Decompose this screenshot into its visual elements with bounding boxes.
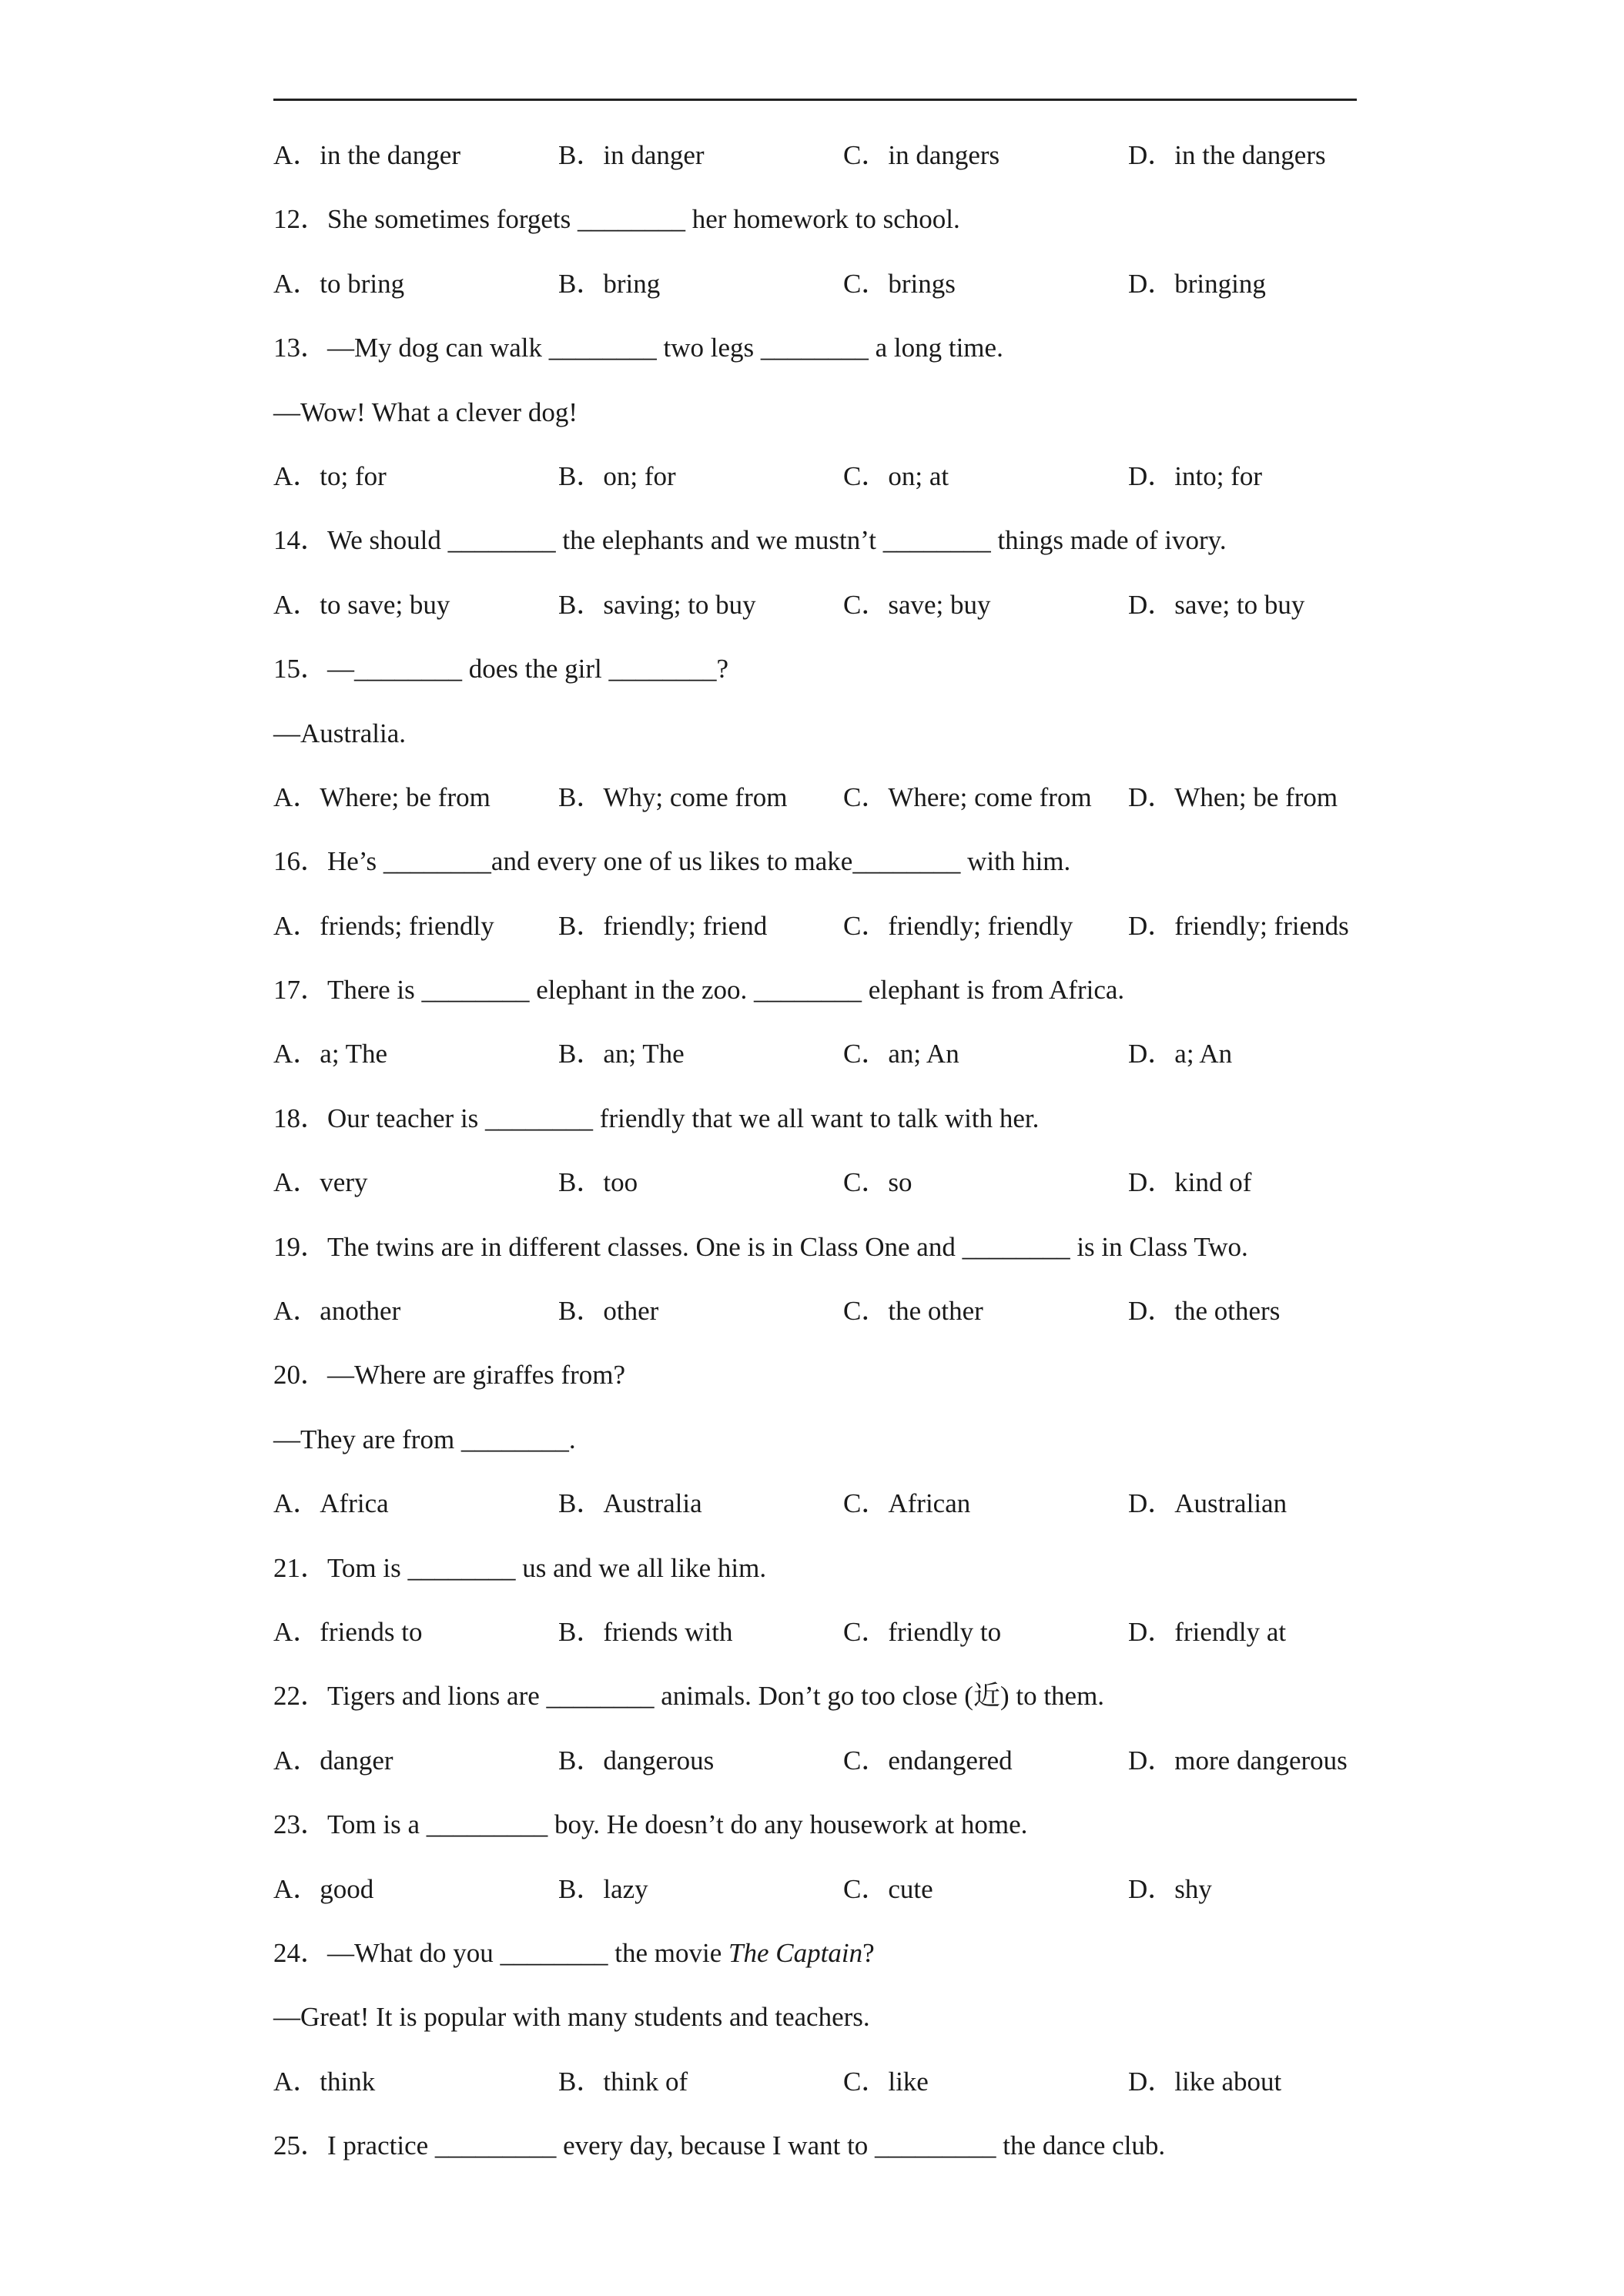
option-text: friends to xyxy=(320,1616,423,1647)
answer-option xyxy=(273,2059,558,2123)
option-text: cute xyxy=(888,1873,933,1904)
answer-option xyxy=(558,1609,843,1673)
answer-option xyxy=(273,1288,558,1352)
option-letter: D． xyxy=(1128,1167,1175,1198)
answer-option xyxy=(273,261,558,325)
option-letter: B． xyxy=(558,1167,604,1198)
option-text: a; An xyxy=(1174,1039,1233,1069)
option-text: Australia xyxy=(603,1488,702,1519)
option-letter: B． xyxy=(558,140,604,170)
answer-options xyxy=(273,454,1367,517)
option-text: to save; buy xyxy=(320,589,450,620)
option-text: the others xyxy=(1174,1296,1281,1327)
answer-option xyxy=(558,454,843,517)
option-letter: D． xyxy=(1128,910,1175,941)
answer-options xyxy=(273,903,1367,967)
answer-option xyxy=(1128,775,1359,838)
option-text: endangered xyxy=(888,1745,1013,1776)
option-text: shy xyxy=(1174,1873,1212,1904)
option-letter: C． xyxy=(843,140,889,170)
option-letter: A． xyxy=(273,1873,320,1904)
option-letter: D． xyxy=(1128,268,1175,299)
option-letter: A． xyxy=(273,1167,320,1198)
option-letter: A． xyxy=(273,782,320,812)
option-letter: A． xyxy=(273,268,320,299)
option-letter: D． xyxy=(1128,1488,1175,1519)
answer-options xyxy=(273,2059,1367,2123)
option-text: save; buy xyxy=(888,589,991,620)
answer-options xyxy=(273,1609,1367,1673)
option-text: in dangers xyxy=(888,140,1000,170)
question-line: 17．There is ________ elephant in the zoo. ________ elephant is from Africa. xyxy=(273,975,1125,1006)
option-letter: C． xyxy=(843,1745,889,1776)
option-letter: A． xyxy=(273,1616,320,1647)
answer-option xyxy=(1128,132,1359,196)
answer-options xyxy=(273,582,1367,646)
answer-option xyxy=(273,1481,558,1545)
answer-options xyxy=(273,1160,1367,1223)
answer-option xyxy=(1128,903,1359,967)
option-letter: A． xyxy=(273,140,320,170)
option-letter: C． xyxy=(843,589,889,620)
option-letter: B． xyxy=(558,782,604,812)
answer-option xyxy=(558,1031,843,1095)
answer-option xyxy=(843,903,1128,967)
option-text: think of xyxy=(603,2066,688,2097)
answer-option xyxy=(1128,1481,1359,1545)
answer-option xyxy=(558,132,843,196)
option-text: saving; to buy xyxy=(603,589,756,620)
option-text: so xyxy=(888,1167,912,1198)
option-text: kind of xyxy=(1174,1167,1252,1198)
option-text: in danger xyxy=(603,140,705,170)
question-line xyxy=(273,1930,1367,1994)
question-line: —Australia. xyxy=(273,718,407,748)
answer-option xyxy=(273,1031,558,1095)
option-text: the other xyxy=(888,1296,983,1327)
option-letter: D． xyxy=(1128,589,1175,620)
answer-option xyxy=(1128,1288,1359,1352)
answer-option xyxy=(558,261,843,325)
question-line: 12．She sometimes forgets ________ her homework to school. xyxy=(273,204,960,235)
option-letter: C． xyxy=(843,460,889,491)
option-text: friendly at xyxy=(1174,1616,1287,1647)
answer-option xyxy=(1128,1738,1359,1802)
question-line: —Great! It is popular with many students and teachers. xyxy=(273,2002,870,2033)
option-text: in the dangers xyxy=(1174,140,1326,170)
answer-option xyxy=(273,1160,558,1223)
question-line: —Wow! What a clever dog! xyxy=(273,397,578,427)
answer-option xyxy=(558,1160,843,1223)
option-text: friends with xyxy=(603,1616,733,1647)
option-text: an; The xyxy=(603,1039,685,1069)
answer-option xyxy=(843,261,1128,325)
answer-option xyxy=(558,1738,843,1802)
option-text: to bring xyxy=(320,268,405,299)
option-text: Australian xyxy=(1174,1488,1287,1519)
option-letter: A． xyxy=(273,460,320,491)
option-letter: B． xyxy=(558,1616,604,1647)
answer-options xyxy=(273,1738,1367,1802)
question-line: 13．—My dog can walk ________ two legs ________ a long time. xyxy=(273,333,1003,363)
option-letter: C． xyxy=(843,1616,889,1647)
option-letter: D． xyxy=(1128,460,1175,491)
option-text: think xyxy=(320,2066,376,2097)
answer-option xyxy=(558,775,843,838)
question-line: —They are from ________. xyxy=(273,1424,576,1454)
answer-option xyxy=(843,1160,1128,1223)
question-text: ? xyxy=(862,1937,875,1968)
answer-option xyxy=(1128,261,1359,325)
answer-option xyxy=(843,1609,1128,1673)
answer-option xyxy=(1128,2059,1359,2123)
answer-option xyxy=(273,775,558,838)
option-letter: A． xyxy=(273,1296,320,1327)
answer-option xyxy=(1128,1866,1359,1930)
answer-option xyxy=(273,582,558,646)
option-letter: A． xyxy=(273,1488,320,1519)
question-line: 20．—Where are giraffes from? xyxy=(273,1360,626,1391)
answer-option xyxy=(843,775,1128,838)
question-line: 25．I practice _________ every day, because I want to _________ the dance club. xyxy=(273,2130,1166,2161)
movie-title: The Captain xyxy=(728,1937,863,1968)
option-letter: C． xyxy=(843,268,889,299)
option-text: a; The xyxy=(320,1039,388,1069)
option-letter: C． xyxy=(843,782,889,812)
option-text: friendly; friends xyxy=(1174,910,1349,941)
option-letter: D． xyxy=(1128,1616,1175,1647)
option-text: in the danger xyxy=(320,140,460,170)
question-line: 19．The twins are in different classes. One is in Class One and ________ is in Class Two. xyxy=(273,1231,1248,1262)
option-text: into; for xyxy=(1174,460,1263,491)
option-text: friendly to xyxy=(888,1616,1002,1647)
question-line: 18．Our teacher is ________ friendly that we all want to talk with her. xyxy=(273,1103,1040,1133)
question-line: 21．Tom is ________ us and we all like him. xyxy=(273,1552,767,1583)
option-letter: C． xyxy=(843,910,889,941)
question-line: 22．Tigers and lions are ________ animals. Don’t go too close (近) to them. xyxy=(273,1681,1105,1712)
option-text: other xyxy=(603,1296,659,1327)
option-text: Where; be from xyxy=(320,782,491,812)
option-text: African xyxy=(888,1488,971,1519)
option-letter: B． xyxy=(558,2066,604,2097)
option-text: very xyxy=(320,1167,368,1198)
option-letter: B． xyxy=(558,268,604,299)
answer-option xyxy=(1128,1609,1359,1673)
option-text: on; for xyxy=(603,460,676,491)
option-text: dangerous xyxy=(603,1745,715,1776)
worksheet-content xyxy=(273,132,1367,2187)
option-text: good xyxy=(320,1873,374,1904)
answer-option xyxy=(843,2059,1128,2123)
option-text: friendly; friendly xyxy=(888,910,1073,941)
option-text: brings xyxy=(888,268,956,299)
option-letter: B． xyxy=(558,1745,604,1776)
answer-option xyxy=(558,1481,843,1545)
option-letter: C． xyxy=(843,2066,889,2097)
answer-options xyxy=(273,775,1367,838)
option-text: friendly; friend xyxy=(603,910,768,941)
option-letter: D． xyxy=(1128,2066,1175,2097)
option-text: bring xyxy=(603,268,661,299)
answer-option xyxy=(558,903,843,967)
question-line: 14．We should ________ the elephants and we mustn’t ________ things made of ivory. xyxy=(273,525,1227,556)
option-letter: C． xyxy=(843,1167,889,1198)
option-letter: B． xyxy=(558,1488,604,1519)
option-letter: B． xyxy=(558,460,604,491)
option-text: When; be from xyxy=(1174,782,1338,812)
answer-options xyxy=(273,261,1367,325)
answer-option xyxy=(273,454,558,517)
option-text: like xyxy=(888,2066,929,2097)
answer-option xyxy=(273,903,558,967)
answer-option xyxy=(558,582,843,646)
question-line: 15．—________ does the girl ________? xyxy=(273,654,729,684)
answer-option xyxy=(843,1481,1128,1545)
question-text: 24．—What do you ________ the movie xyxy=(273,1937,729,1968)
option-letter: B． xyxy=(558,1873,604,1904)
option-letter: C． xyxy=(843,1039,889,1069)
answer-option xyxy=(843,582,1128,646)
option-letter: A． xyxy=(273,2066,320,2097)
option-letter: B． xyxy=(558,1296,604,1327)
option-text: save; to buy xyxy=(1174,589,1305,620)
option-text: Africa xyxy=(320,1488,389,1519)
option-text: another xyxy=(320,1296,401,1327)
option-letter: D． xyxy=(1128,1873,1175,1904)
answer-option xyxy=(273,1866,558,1930)
answer-option xyxy=(558,2059,843,2123)
answer-options xyxy=(273,1288,1367,1352)
answer-option xyxy=(558,1866,843,1930)
option-text: an; An xyxy=(888,1039,959,1069)
option-letter: A． xyxy=(273,589,320,620)
answer-option xyxy=(843,132,1128,196)
question-line: 16．He’s ________and every one of us likes to make________ with him. xyxy=(273,846,1071,877)
option-text: friends; friendly xyxy=(320,910,494,941)
answer-option xyxy=(843,454,1128,517)
answer-option xyxy=(1128,1031,1359,1095)
option-text: to; for xyxy=(320,460,387,491)
answer-option xyxy=(273,132,558,196)
option-text: danger xyxy=(320,1745,393,1776)
option-text: Why; come from xyxy=(603,782,788,812)
option-letter: B． xyxy=(558,1039,604,1069)
answer-option xyxy=(273,1609,558,1673)
option-letter: C． xyxy=(843,1488,889,1519)
answer-option xyxy=(273,1738,558,1802)
option-letter: D． xyxy=(1128,1039,1175,1069)
option-letter: A． xyxy=(273,910,320,941)
option-text: Where; come from xyxy=(888,782,1092,812)
option-letter: A． xyxy=(273,1745,320,1776)
option-letter: C． xyxy=(843,1873,889,1904)
answer-option xyxy=(843,1866,1128,1930)
answer-options xyxy=(273,132,1367,196)
option-letter: D． xyxy=(1128,782,1175,812)
option-text: more dangerous xyxy=(1174,1745,1348,1776)
answer-option xyxy=(843,1031,1128,1095)
answer-options xyxy=(273,1481,1367,1545)
question-line: 23．Tom is a _________ boy. He doesn’t do any housework at home. xyxy=(273,1809,1028,1840)
answer-option xyxy=(1128,454,1359,517)
option-text: bringing xyxy=(1174,268,1266,299)
option-letter: D． xyxy=(1128,1745,1175,1776)
option-text: too xyxy=(603,1167,638,1198)
option-text: lazy xyxy=(603,1873,648,1904)
answer-option xyxy=(1128,582,1359,646)
answer-option xyxy=(1128,1160,1359,1223)
option-letter: D． xyxy=(1128,140,1175,170)
option-letter: C． xyxy=(843,1296,889,1327)
option-letter: A． xyxy=(273,1039,320,1069)
answer-options xyxy=(273,1866,1367,1930)
answer-options xyxy=(273,1031,1367,1095)
option-letter: D． xyxy=(1128,1296,1175,1327)
option-letter: B． xyxy=(558,589,604,620)
option-letter: B． xyxy=(558,910,604,941)
option-text: like about xyxy=(1174,2066,1282,2097)
answer-option xyxy=(843,1738,1128,1802)
option-text: on; at xyxy=(888,460,949,491)
header-rule xyxy=(273,99,1357,101)
answer-option xyxy=(843,1288,1128,1352)
answer-option xyxy=(558,1288,843,1352)
